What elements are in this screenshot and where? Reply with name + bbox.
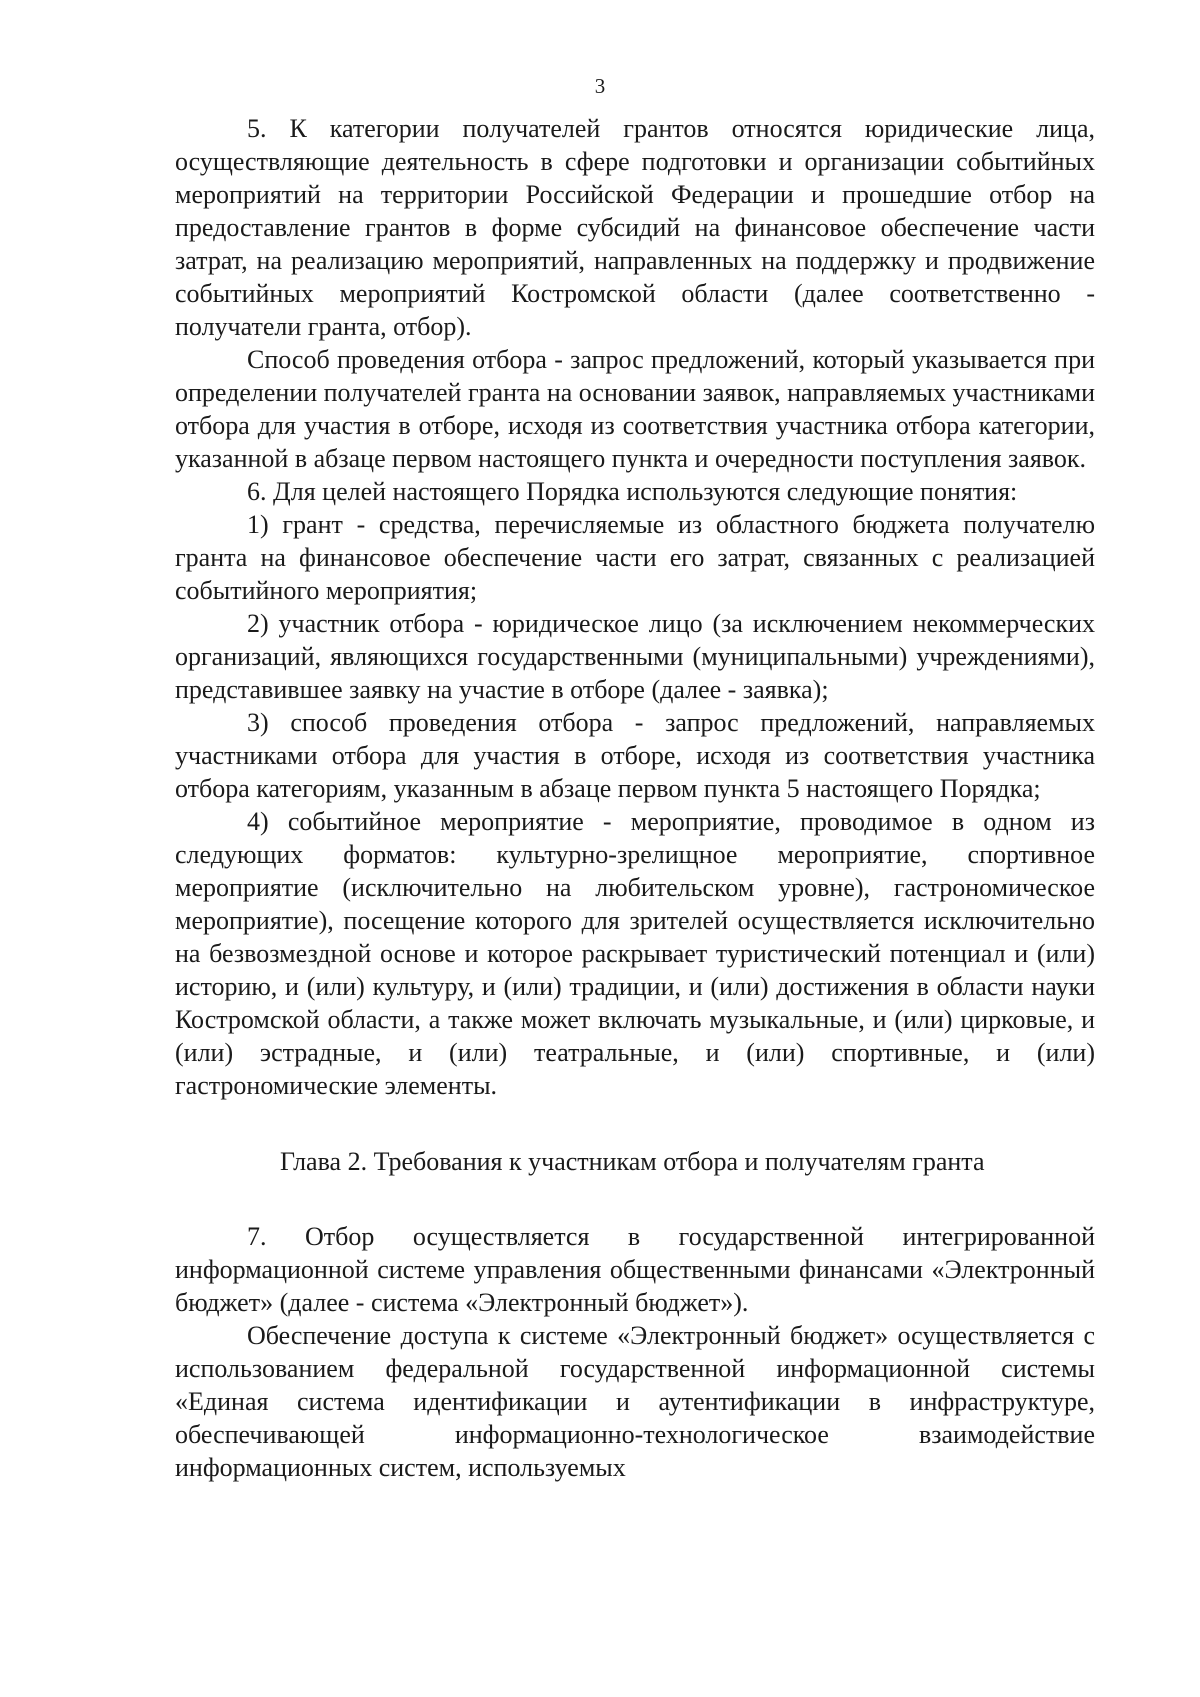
paragraph-item-7: 7. Отбор осуществляется в государственной интегрированной информационной системе управления общественными финансами «Электронный бюджет» (далее - система «Электронный бюджет»). (175, 1222, 1095, 1317)
paragraph-access: Обеспечение доступа к системе «Электронный бюджет» осуществляется с использованием федеральной государственной информационной системы «Единая система идентификации и аутентификации в инфраструктуре, обеспечивающей информационно-технологическое взаимодействие информационных систем, используемых (175, 1321, 1095, 1482)
paragraph-item-6: 6. Для целей настоящего Порядка используются следующие понятия: (247, 477, 1018, 506)
paragraph-item-5: 5. К категории получателей грантов относятся юридические лица, осуществляющие деятельность в сфере подготовки и организации событийных мероприятий на территории Российской Федерации и прошедшие отбор на предоставление грантов в форме субсидий на финансовое обеспечение части затрат, на реализацию мероприятий, направленных на поддержку и продвижение событийных мероприятий Костромской области (далее соответственно - получатели гранта, отбор). (175, 114, 1095, 341)
definition-participant: 2) участник отбора - юридическое лицо (за исключением некоммерческих организаций, являющихся государственными (муниципальными) учреждениями), представившее заявку на участие в отборе (далее - заявка); (175, 609, 1095, 704)
chapter-heading: Глава 2. Требования к участникам отбора и получателям гранта (280, 1147, 985, 1176)
definition-event: 4) событийное мероприятие - мероприятие, проводимое в одном из следующих форматов: культурно-зрелищное мероприятие, спортивное мероприятие (исключительно на любительском уровне), гастрономическое мероприятие), посещение которого для зрителей осуществляется исключительно на безвозмездной основе и которое раскрывает туристический потенциал и (или) историю, и (или) культуру, и (или) традиции, и (или) достижения в области науки Костромской области, а также может включать музыкальные, и (или) цирковые, и (или) эстрадные, и (или) театральные, и (или) спортивные, и (или) гастрономические элементы. (175, 807, 1095, 1100)
definition-selection-method: 3) способ проведения отбора - запрос предложений, направляемых участниками отбора для участия в отборе, исходя из соответствия участника отбора категориям, указанным в абзаце первом пункта 5 настоящего Порядка; (175, 708, 1095, 803)
definition-grant: 1) грант - средства, перечисляемые из областного бюджета получателю гранта на финансовое обеспечение части его затрат, связанных с реализацией событийного мероприятия; (175, 510, 1095, 605)
page-number: 3 (594, 74, 606, 98)
document-body (175, 112, 1095, 1484)
paragraph-selection-method: Способ проведения отбора - запрос предложений, который указывается при определении получателей гранта на основании заявок, направляемых участниками отбора для участия в отборе, исходя из соответствия участника отбора категории, указанной в абзаце первом настоящего пункта и очередности поступления заявок. (175, 345, 1095, 473)
